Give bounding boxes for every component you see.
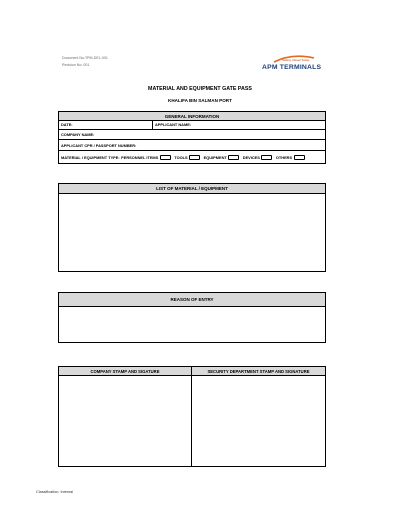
tools-checkbox[interactable]: [189, 155, 200, 160]
others-checkbox[interactable]: [294, 155, 305, 160]
company-stamp-column: [59, 367, 192, 466]
option-tools-label: TOOLS: [174, 155, 188, 160]
option-personnel-items-label: PERSONNEL ITEMS: [121, 155, 159, 160]
option-devices: [243, 155, 274, 160]
company-stamp-header: COMPANY STAMP AND SIGATURE: [59, 367, 191, 376]
option-equipment-label: EQUIPMENT: [203, 155, 227, 160]
applicant-name-cell[interactable]: [152, 120, 191, 129]
cpr-row[interactable]: [59, 140, 325, 151]
list-of-material-header: LIST OF MATERIAL / EQUIPMENT: [59, 184, 325, 194]
list-of-material-area[interactable]: [59, 193, 325, 271]
reason-of-entry-header: REASON OF ENTRY: [59, 293, 325, 307]
security-stamp-area[interactable]: [192, 375, 325, 466]
document-subtitle: KHALIFA BIN SALMAN PORT: [168, 98, 232, 103]
date-label: DATE:: [61, 122, 73, 127]
devices-checkbox[interactable]: [261, 155, 272, 160]
option-tools: [174, 155, 201, 160]
option-devices-label: DEVICES: [242, 155, 260, 160]
equipment-checkbox[interactable]: [228, 155, 239, 160]
company-stamp-area[interactable]: [59, 375, 191, 466]
document-title: MATERIAL AND EQUIPMENT GATE PASS: [148, 86, 252, 92]
general-information-header: GENERAL INFORMATION: [59, 112, 325, 121]
option-personnel-items: [121, 155, 172, 160]
option-others: [276, 155, 306, 160]
personnel-items-checkbox[interactable]: [160, 155, 171, 160]
revision-number: Revision No: 001: [62, 63, 90, 67]
security-stamp-column: [192, 367, 325, 466]
security-stamp-header: SECURITY DEPARTMENT STAMP AND SIGNATURE: [192, 367, 325, 376]
option-others-label: OTHERS: [275, 155, 293, 160]
document-number: Document No:TPM-DEL-001: [62, 56, 108, 60]
logo-name: APM TERMINALS: [262, 64, 322, 71]
reason-of-entry-area[interactable]: [59, 306, 325, 342]
reason-of-entry-section: [58, 292, 326, 343]
classification-label: Classification: Internal: [36, 490, 74, 494]
company-name-label: COMPANY NAME:: [61, 132, 95, 137]
date-row: [59, 120, 325, 130]
material-type-label: MATERIAL / EQUIPMENT TYPE:: [61, 155, 120, 160]
list-of-material-section: [58, 183, 326, 272]
stamps-section: [58, 366, 326, 467]
option-equipment: [204, 155, 241, 160]
cpr-label: APPLICANT CPR / PASSPORT NUMBER:: [61, 142, 137, 148]
applicant-name-label: APPLICANT NAME:: [155, 122, 192, 127]
company-name-row[interactable]: [59, 130, 325, 140]
material-type-row: [59, 151, 325, 164]
logo-tagline: Sailing Ahead Today: [282, 58, 310, 62]
general-information-section: [58, 111, 326, 164]
